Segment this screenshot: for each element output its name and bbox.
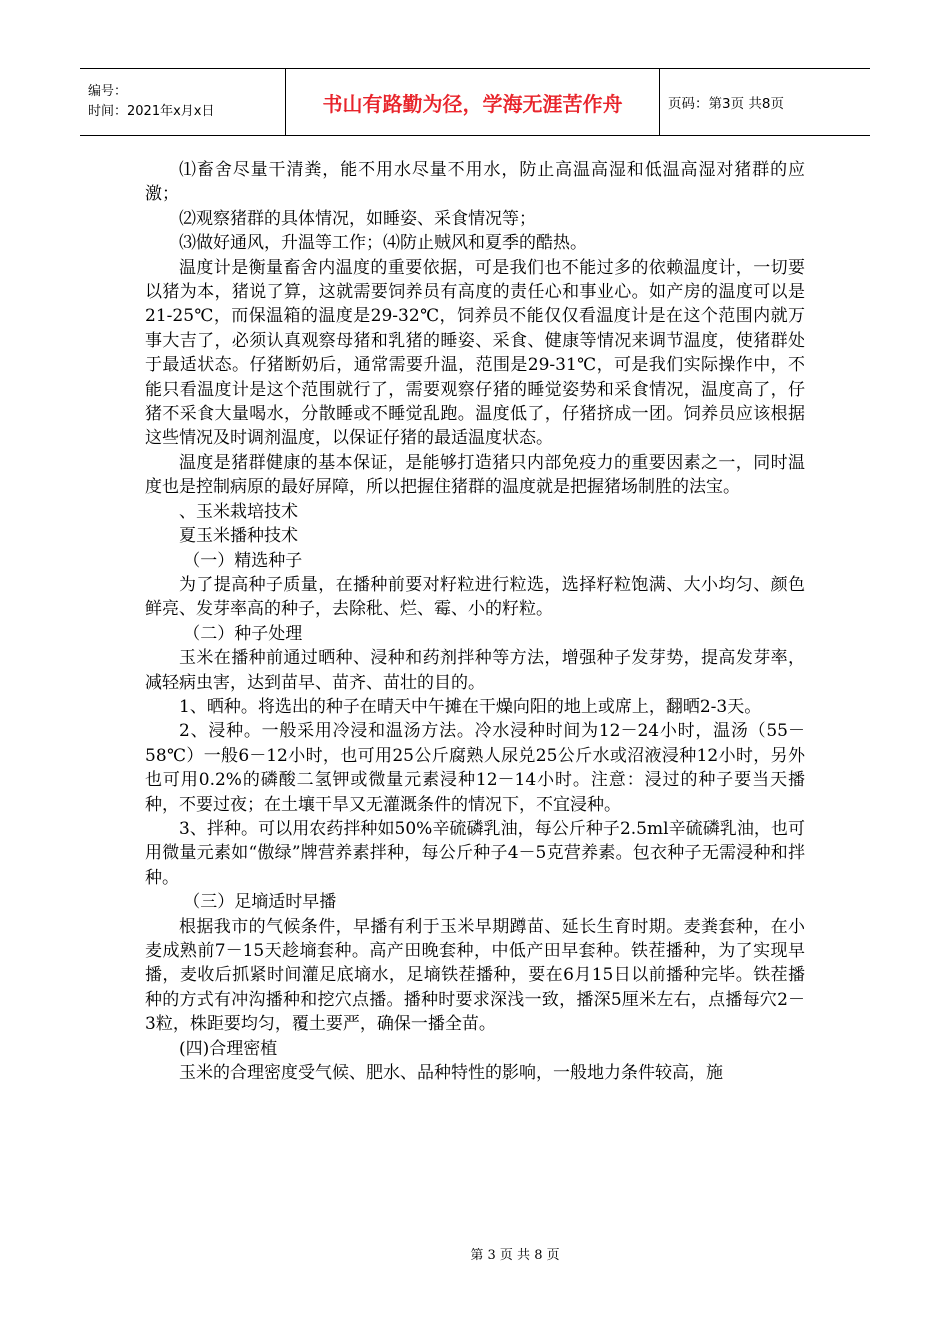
subsection-heading: (四)合理密植 — [179, 1038, 278, 1059]
subsection-heading: （一）精选种子 — [183, 550, 303, 571]
paragraph: 为了提高种子质量，在播种前要对籽粒进行粒选，选择籽粒饱满、大小均匀、颜色鲜亮、发芽率高的种子，去除秕、烂、霉、小的籽粒。 — [145, 574, 805, 620]
document-date: 时间：2021年x月x日 — [88, 104, 215, 119]
header-page-number: 页码：第3页 共8页 — [668, 96, 784, 112]
document-number: 编号： — [88, 84, 128, 99]
paragraph: 玉米在播种前通过晒种、浸种和药剂拌种等方法，增强种子发芽势，提高发芽率，减轻病虫害，达到苗早、苗齐、苗壮的目的。 — [145, 648, 805, 693]
paragraph: 2、浸种。一般采用冷浸和温汤方法。冷水浸种时间为12－24小时，温汤（55－58℃）一般6－12小时，也可用25公斤腐熟人尿兑25公斤水或沼液浸种12小时，另外也可用0.2%的磷酸二氢钾或微量元素浸种12－14小时。注意：浸过的种子要当天播种，不要过夜；在土壤干旱又无灌溉条件的情况下，不宜浸种。 — [145, 721, 805, 815]
header-motto: 书山有路勤为径，学海无涯苦作舟 — [322, 91, 623, 116]
subsection-heading: （二）种子处理 — [183, 623, 303, 644]
section-heading: 夏玉米播种技术 — [179, 526, 298, 547]
paragraph: ⑶做好通风，升温等工作；⑷防止贼风和夏季的酷热。 — [179, 233, 587, 254]
header-motto-cell — [285, 69, 660, 135]
paragraph: 玉米的合理密度受气候、肥水、品种特性的影响，一般地力条件较高，施 — [179, 1063, 723, 1084]
paragraph: 温度是猪群健康的基本保证，是能够打造猪只内部免疫力的重要因素之一，同时温度也是控制病原的最好屏障，所以把握住猪群的温度就是把握猪场制胜的法宝。 — [145, 452, 805, 498]
paragraph: 根据我市的气候条件，早播有利于玉米早期蹲苗、延长生育时期。麦粪套种，在小麦成熟前7－15天趁墒套种。高产田晚套种，中低产田早套种。铁茬播种，为了实现早播，麦收后抓紧时间灌足底墒水，足墒铁茬播种，要在6月15日以前播种完毕。铁茬播种的方式有冲沟播种和挖穴点播。播种时要求深浅一致，播深5厘米左右，点播每穴2－3粒，株距要均匀，覆土要严，确保一播全苗。 — [145, 916, 805, 1035]
header-meta — [80, 69, 285, 135]
paragraph: 温度计是衡量畜舍内温度的重要依据，可是我们也不能过多的依赖温度计，一切要以猪为本，猪说了算，这就需要饲养员有高度的责任心和事业心。如产房的温度可以是21-25℃，而保温箱的温度是29-32℃，饲养员不能仅仅看温度计是在这个范围内就万事大吉了，必须认真观察母猪和乳猪的睡姿、采食、健康等情况来调节温度，使猪群处于最适状态。仔猪断奶后，通常需要升温，范围是29-31℃，可是我们实际操作中，不能只看温度计是这个范围就行了，需要观察仔猪的睡觉姿势和采食情况，温度高了，仔猪不采食大量喝水，分散睡或不睡觉乱跑。温度低了，仔猪挤成一团。饲养员应该根据这些情况及时调剂温度，以保证仔猪的最适温度状态。 — [145, 257, 805, 449]
paragraph: 1、晒种。将选出的种子在晴天中午摊在干燥向阳的地上或席上，翻晒2-3天。 — [179, 696, 762, 717]
paragraph: 3、拌种。可以用农药拌种如50%辛硫磷乳油，每公斤种子2.5ml辛硫磷乳油，也可用微量元素如“傲绿”牌营养素拌种，每公斤种子4－5克营养素。包衣种子无需浸种和拌种。 — [145, 818, 805, 888]
document-body — [145, 158, 805, 1085]
paragraph: ⑵观察猪群的具体情况，如睡姿、采食情况等； — [179, 208, 536, 229]
subsection-heading: （三）足墒适时早播 — [183, 892, 337, 913]
page-header — [80, 68, 870, 136]
paragraph: ⑴畜舍尽量干清粪，能不用水尽量不用水，防止高温高湿和低温高湿对猪群的应激； — [145, 160, 805, 205]
page-footer: 第 3 页 共 8 页 — [470, 1248, 560, 1263]
section-heading: 、玉米栽培技术 — [179, 501, 298, 522]
